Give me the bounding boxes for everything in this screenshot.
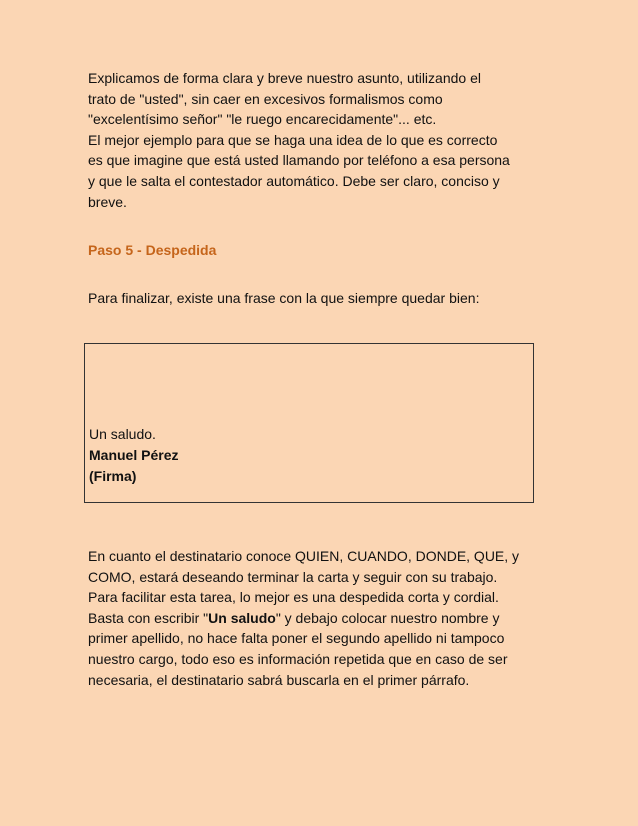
signature-placeholder: (Firma) — [89, 468, 137, 484]
paragraph-line: trato de "usted", sin caer en excesivos formalismos como — [88, 90, 443, 107]
paragraph-line: "excelentísimo señor" "le ruego encarecidamente"... etc. — [88, 111, 437, 128]
example-box — [84, 343, 534, 503]
paragraph-line: y que le salta el contestador automático. Debe ser claro, conciso y — [88, 172, 500, 189]
paragraph-line: El mejor ejemplo para que se haga una idea de lo que es correcto — [88, 131, 498, 148]
paragraph-line: COMO, estará deseando terminar la carta y seguir con su trabajo. — [88, 568, 498, 585]
paragraph-line: nuestro cargo, todo eso es información repetida que en caso de ser — [88, 650, 508, 667]
explanation-paragraph — [88, 546, 560, 690]
paragraph-line: En cuanto el destinatario conoce QUIEN, CUANDO, DONDE, QUE, y — [88, 548, 520, 564]
paragraph-line-suffix: " y debajo colocar nuestro nombre y — [275, 609, 500, 626]
paragraph-line: necesaria, el destinatario sabrá buscarla en el primer párrafo. — [88, 671, 470, 688]
example-signature — [89, 424, 178, 487]
paragraph-line: Explicamos de forma clara y breve nuestro asunto, utilizando el — [88, 70, 481, 86]
section-heading: Paso 5 - Despedida — [88, 242, 217, 259]
paragraph-line: breve. — [88, 193, 127, 210]
paragraph-line: Para facilitar esta tarea, lo mejor es una despedida corta y cordial. — [88, 589, 499, 606]
paragraph-line: primer apellido, no hace falta poner el segundo apellido ni tampoco — [88, 630, 505, 647]
paragraph-line: es que imagine que está usted llamando por teléfono a esa persona — [88, 152, 510, 169]
signer-name: Manuel Pérez — [89, 447, 179, 463]
closing-phrase: Un saludo. — [89, 426, 156, 442]
intro-paragraph — [88, 68, 560, 212]
document-body — [88, 68, 560, 308]
closing-intro: Para finalizar, existe una frase con la que siempre quedar bien: — [88, 290, 480, 307]
bold-phrase: Un saludo — [208, 609, 276, 626]
paragraph-line-prefix: Basta con escribir " — [88, 609, 209, 626]
